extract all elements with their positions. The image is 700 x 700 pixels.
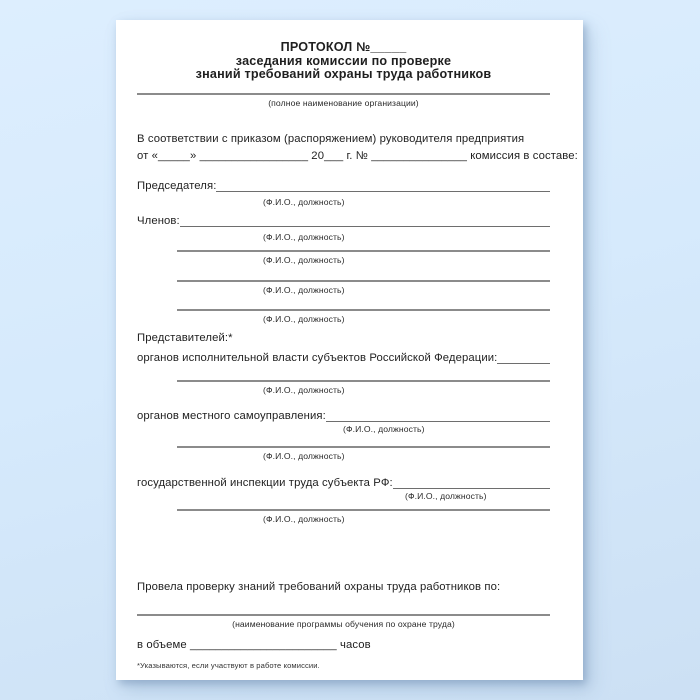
chairman-blank-line <box>216 191 550 192</box>
fio-caption: (Ф.И.О., должность) <box>343 423 425 434</box>
organization-caption: (полное наименование организации) <box>268 97 419 108</box>
footnote: *Указываются, если участвуют в работе комиссии. <box>137 660 320 670</box>
fio-caption: (Ф.И.О., должность) <box>263 284 345 295</box>
fio-caption: (Ф.И.О., должность) <box>263 254 345 265</box>
volume-hours-line: в объеме _______________________ часов <box>137 638 371 651</box>
member-blank-line-4 <box>177 309 550 311</box>
fio-caption: (Ф.И.О., должность) <box>263 196 345 207</box>
rep-municipal-row <box>137 409 550 424</box>
rep-municipal-fio-blank-line <box>177 446 550 448</box>
document-page <box>116 20 583 680</box>
intro-line-1: В соответствии с приказом (распоряжением) руководителя предприятия <box>137 132 525 145</box>
fio-caption: (Ф.И.О., должность) <box>263 450 345 461</box>
conducted-check-line: Провела проверку знаний требований охраны труда работников по: <box>137 580 501 593</box>
rep-executive-label: органов исполнительной власти субъектов Российской Федерации: <box>137 351 498 364</box>
fio-caption: (Ф.И.О., должность) <box>263 231 345 242</box>
document-content <box>137 20 578 670</box>
chairman-row <box>137 179 550 194</box>
rep-inspection-row <box>137 476 550 491</box>
document-title <box>137 20 550 82</box>
rep-inspection-label: государственной инспекции труда субъекта РФ: <box>137 476 393 489</box>
fio-caption: (Ф.И.О., должность) <box>263 513 345 524</box>
rep-executive-fio-blank-line <box>177 380 550 382</box>
rep-municipal-blank-line <box>326 421 550 422</box>
member-blank-line-1 <box>180 226 550 227</box>
members-label: Членов: <box>137 214 180 227</box>
program-caption: (наименование программы обучения по охране труда) <box>232 618 455 629</box>
title-line-1: ПРОТОКОЛ №_____ <box>280 40 407 54</box>
fio-caption: (Ф.И.О., должность) <box>263 313 345 324</box>
intro-line-2: от «_____» _________________ 20___ г. № _______________ комиссия в составе: <box>137 149 578 162</box>
rep-executive-row <box>137 351 550 366</box>
rep-municipal-label: органов местного самоуправления: <box>137 409 326 422</box>
rep-inspection-fio-blank-line <box>177 509 550 511</box>
member-blank-line-3 <box>177 280 550 282</box>
rep-inspection-blank-line <box>393 488 550 489</box>
members-row <box>137 214 550 229</box>
fio-caption: (Ф.И.О., должность) <box>263 384 345 395</box>
rep-executive-blank-line <box>497 363 550 364</box>
chairman-label: Председателя: <box>137 179 217 192</box>
fio-caption: (Ф.И.О., должность) <box>405 490 487 501</box>
representatives-label: Представителей:* <box>137 331 233 344</box>
organization-name-blank-line <box>137 93 550 95</box>
program-name-blank-line <box>137 614 550 616</box>
title-line-3: знаний требований охраны труда работников <box>195 67 492 81</box>
title-line-2: заседания комиссии по проверке <box>235 53 452 68</box>
member-blank-line-2 <box>177 250 550 252</box>
